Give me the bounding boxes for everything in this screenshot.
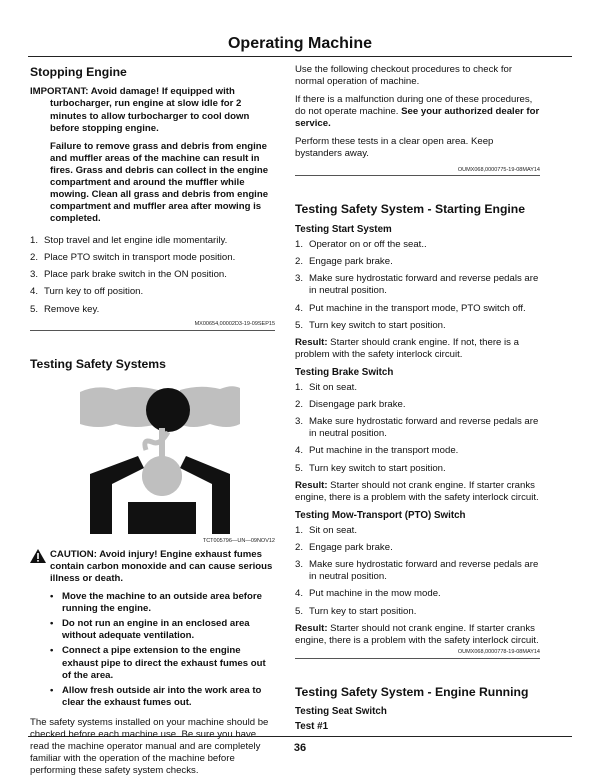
- page-number: 36: [293, 742, 307, 754]
- list-item: [295, 559, 540, 583]
- step-number: 4.: [295, 588, 304, 600]
- list-item: [30, 685, 275, 709]
- mow-switch-steps: [295, 525, 540, 617]
- step-number: 1.: [295, 239, 304, 251]
- step-number: 2.: [30, 252, 39, 264]
- footer-rule: [28, 736, 572, 737]
- subheading-test-1: Test #1: [295, 721, 329, 733]
- section-divider: [295, 658, 540, 659]
- step-text: Sit on seat.: [309, 525, 357, 537]
- bullet-text: Do not run an engine in an enclosed area without adequate ventilation.: [62, 618, 250, 642]
- important-notice: IMPORTANT: Avoid damage! If equipped with turbocharger, run engine at slow idle for 2 minutes to allow turbocharger to cool down before stopping engine.: [30, 86, 250, 134]
- exhaust-warning-pictogram: [30, 378, 275, 538]
- step-number: 4.: [295, 445, 304, 457]
- mow-result: Result: Starter should not crank engine. If starter cranks engine, there is a problem with the safety interlock circuit.: [295, 622, 539, 646]
- bullet-text: Allow fresh outside air into the work area to clear the exhaust fumes out.: [62, 684, 262, 708]
- section-heading-stopping-engine: Stopping Engine: [30, 65, 127, 79]
- section-heading-engine-running: Testing Safety System - Engine Running: [295, 684, 529, 699]
- list-item: [30, 591, 275, 615]
- image-reference: TCT005796—UN—09NOV12: [202, 538, 275, 544]
- step-text: Stop travel and let engine idle momentarily.: [44, 235, 228, 247]
- reference-code: OUMX068,0000775-19-08MAY14: [457, 166, 540, 173]
- step-text: Put machine in the transport mode.: [309, 445, 459, 457]
- checkout-intro: Use the following checkout procedures to check for normal operation of machine.: [295, 64, 513, 88]
- list-item: [295, 445, 540, 457]
- subheading-brake-switch: Testing Brake Switch: [295, 366, 394, 378]
- list-item: [295, 416, 540, 440]
- step-number: 3.: [30, 269, 39, 281]
- list-item: [30, 235, 275, 247]
- step-number: 2.: [295, 256, 304, 268]
- page-title: Operating Machine: [227, 35, 373, 52]
- step-text: Engage park brake.: [309, 256, 393, 268]
- header-rule: [28, 56, 572, 57]
- bullet-icon: •: [50, 618, 54, 630]
- step-number: 3.: [295, 416, 304, 428]
- list-item: [295, 588, 540, 600]
- step-text: Turn key switch to start position.: [309, 462, 446, 474]
- caution-notice: CAUTION: Avoid injury! Engine exhaust fumes contain carbon monoxide and can cause serious illness or death.: [30, 549, 275, 585]
- section-divider: [30, 330, 275, 331]
- step-number: 2.: [295, 542, 304, 554]
- step-text: Operator on or off the seat..: [309, 239, 427, 251]
- section-divider: [295, 175, 540, 176]
- subheading-mow-transport-switch: Testing Mow-Transport (PTO) Switch: [295, 509, 466, 521]
- step-text: Put machine in the mow mode.: [309, 588, 441, 600]
- step-number: 3.: [295, 559, 304, 571]
- list-item: [30, 618, 275, 642]
- start-system-steps: [295, 239, 540, 331]
- step-text: Make sure hydrostatic forward and reverse pedals are in neutral position.: [309, 273, 539, 297]
- list-item: [295, 399, 540, 411]
- reference-code: MX00654,00002D3-19-09SEP15: [194, 320, 275, 327]
- step-text: Make sure hydrostatic forward and reverse pedals are in neutral position.: [309, 416, 539, 440]
- step-text: Turn key switch to start position.: [309, 319, 446, 331]
- list-item: [295, 273, 540, 297]
- list-item: [295, 303, 540, 315]
- step-text: Disengage park brake.: [309, 399, 406, 411]
- step-text: Turn key to off position.: [44, 286, 144, 298]
- list-item: [295, 542, 540, 554]
- step-number: 5.: [295, 462, 304, 474]
- subheading-seat-switch: Testing Seat Switch: [295, 706, 387, 718]
- start-result: Result: Starter should crank engine. If not, there is a problem with the safety interlock circuit.: [295, 336, 519, 360]
- step-text: Make sure hydrostatic forward and reverse pedals are in neutral position.: [309, 559, 539, 583]
- stopping-steps: [30, 235, 275, 315]
- subheading-start-system: Testing Start System: [295, 223, 392, 235]
- step-number: 1.: [295, 525, 304, 537]
- list-item: [295, 256, 540, 268]
- step-number: 4.: [295, 302, 304, 314]
- section-heading-starting-engine: Testing Safety System - Starting Engine: [295, 202, 526, 217]
- step-number: 1.: [295, 382, 304, 394]
- list-item: [30, 252, 275, 264]
- list-item: [30, 269, 275, 281]
- brake-result: Result: Starter should not crank engine. If starter cranks engine, there is a problem with the safety interlock circuit.: [295, 479, 539, 503]
- list-item: [30, 286, 275, 298]
- caution-bullets: [30, 591, 275, 709]
- malfunction-note: If there is a malfunction during one of these procedures, do not operate machine. See your authorized dealer for service.: [295, 94, 540, 130]
- step-number: 1.: [30, 235, 39, 247]
- step-text: Place park brake switch in the ON position.: [44, 269, 227, 281]
- bullet-icon: •: [50, 684, 54, 696]
- step-number: 2.: [295, 399, 304, 411]
- step-number: 5.: [295, 605, 304, 617]
- step-number: 5.: [295, 319, 304, 331]
- warning-triangle-icon: [30, 549, 46, 567]
- step-text: Put machine in the transport mode, PTO switch off.: [309, 302, 526, 314]
- safety-intro: The safety systems installed on your machine should be checked before each machine use. Be sure you have read the machine operator manual and are completely familiar with the operation of the machine before performing these safety system checks.: [30, 716, 269, 777]
- list-item: [295, 606, 540, 618]
- step-text: Place PTO switch in transport mode position.: [44, 252, 236, 264]
- reference-code: OUMX068,0000778-19-08MAY14: [457, 648, 540, 655]
- exhaust-fumes-icon: [80, 384, 240, 534]
- list-item: [295, 382, 540, 394]
- step-number: 4.: [30, 286, 39, 298]
- step-number: 5.: [30, 303, 39, 315]
- list-item: [295, 463, 540, 475]
- bullet-icon: •: [50, 591, 54, 603]
- right-column: [295, 64, 540, 737]
- list-item: [295, 320, 540, 332]
- brake-switch-steps: [295, 382, 540, 474]
- step-text: Remove key.: [44, 303, 100, 315]
- section-heading-testing-safety-systems: Testing Safety Systems: [30, 356, 166, 371]
- list-item: [295, 239, 540, 251]
- list-item: [295, 525, 540, 537]
- left-column: [30, 65, 275, 783]
- list-item: [30, 304, 275, 316]
- step-text: Sit on seat.: [309, 382, 357, 394]
- bullet-text: Connect a pipe extension to the engine exhaust pipe to direct the exhaust fumes out of the area.: [62, 645, 266, 681]
- fire-warning: Failure to remove grass and debris from engine and muffler areas of the machine can result in fires. Grass and debris can collect in the engine compartment and around the muffler while mowing. Clean all grass and debris from engine compartment and muffler area after mowing is completed.: [50, 140, 269, 225]
- bullet-text: Move the machine to an outside area before running the engine.: [62, 591, 262, 615]
- step-text: Turn key to start position.: [309, 605, 417, 617]
- clear-area-note: Perform these tests in a clear open area. Keep bystanders away.: [295, 136, 494, 160]
- list-item: [30, 645, 275, 681]
- step-number: 3.: [295, 273, 304, 285]
- step-text: Engage park brake.: [309, 542, 393, 554]
- bullet-icon: •: [50, 645, 54, 657]
